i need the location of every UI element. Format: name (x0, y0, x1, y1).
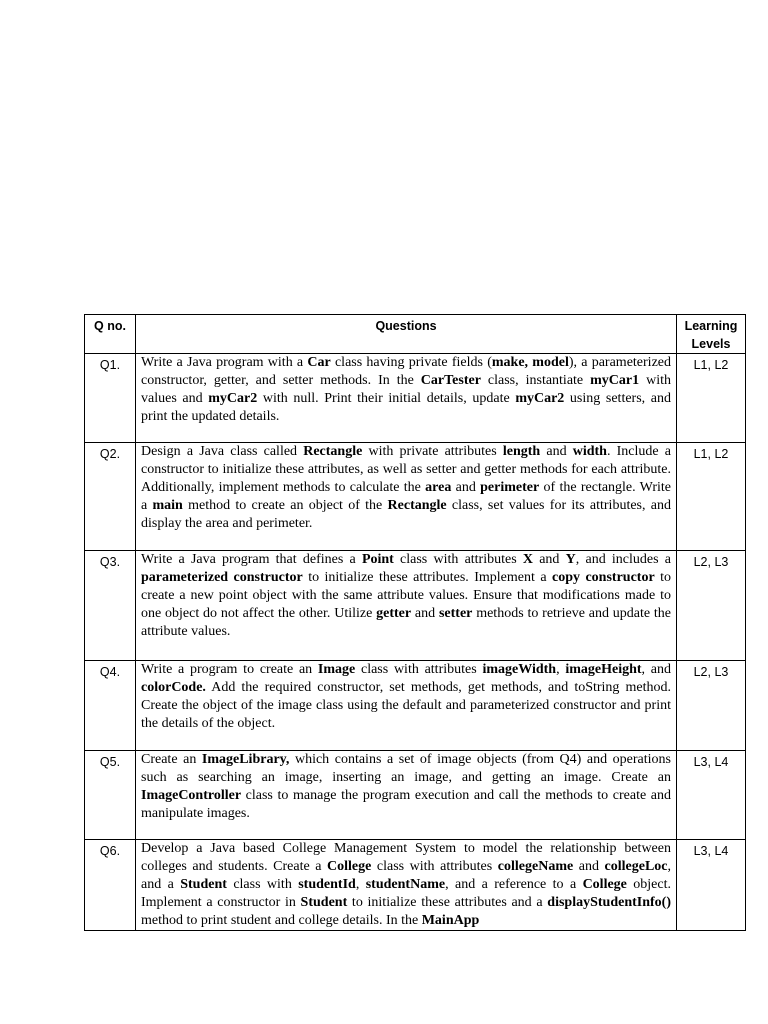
bold-term: length (502, 444, 541, 459)
question-text-run: Write a Java program that defines a (141, 552, 362, 567)
question-number: Q2. (85, 443, 136, 551)
header-levels-line1: Learning (684, 319, 738, 333)
question-text-run: to create a new point object with the same attribute values. Ensure that modifications made to one object do not affect the other. Utilize (141, 570, 671, 621)
table-row (85, 840, 746, 931)
bold-term: Point (361, 552, 394, 567)
question-text-run: class, set values for its attributes, and display the area and perimeter. (141, 498, 671, 531)
header-levels-line2: Levels (691, 337, 731, 351)
question-number: Q4. (85, 661, 136, 751)
question-text (136, 751, 677, 840)
question-text-run: method to print student and college details. In the (141, 913, 422, 928)
bold-term: Student (300, 895, 348, 910)
questions-table (84, 314, 746, 931)
question-text-run: method to create an object of the (182, 498, 388, 513)
bold-term: myCar2 (208, 391, 258, 406)
question-text-run: to initialize these attributes. Implement a (302, 570, 552, 585)
bold-term: ImageController (141, 788, 242, 803)
learning-levels: L3, L4 (677, 840, 746, 931)
bold-term: studentName (365, 877, 446, 892)
learning-levels: L3, L4 (677, 751, 746, 840)
question-text-run: Write a Java program with a (141, 355, 308, 370)
bold-term: perimeter (480, 480, 540, 495)
bold-term: ImageLibrary, (201, 752, 290, 767)
table-header-row (85, 315, 746, 354)
bold-term: area (425, 480, 452, 495)
question-text-run: , and includes a (575, 552, 671, 567)
bold-term: imageWidth (482, 662, 557, 677)
bold-term: Rectangle (387, 498, 447, 513)
question-text-run: with private attributes (362, 444, 503, 459)
question-text-run: . Include a constructor to initialize these attributes, as well as setter and getter methods for each attribute. Additionally, implement methods to calculate the (141, 444, 671, 495)
learning-levels: L2, L3 (677, 661, 746, 751)
question-number: Q5. (85, 751, 136, 840)
question-number: Q6. (85, 840, 136, 931)
question-text-run: class with (226, 877, 299, 892)
header-learning-levels (677, 315, 746, 354)
question-number: Q3. (85, 551, 136, 661)
bold-term: College (327, 859, 372, 874)
question-text (136, 443, 677, 551)
question-text-run: class with attributes (393, 552, 523, 567)
question-text-run: which contains a set of image objects (from Q4) and operations such as searching an image, inserting an image, and getting an image. Create an (141, 752, 671, 785)
bold-term: getter (376, 606, 412, 621)
bold-term: myCar2 (515, 391, 565, 406)
bold-term: displayStudentInfo() (547, 895, 671, 910)
question-number: Q1. (85, 354, 136, 443)
question-text-run: and (451, 480, 481, 495)
table-row (85, 751, 746, 840)
bold-term: Image (317, 662, 356, 677)
question-text-run: Design a Java class called (141, 444, 304, 459)
question-text-run: ), a parameterized constructor, getter, and setter methods. In the (141, 355, 671, 388)
bold-term: X (522, 552, 533, 567)
question-text-run: , and (641, 662, 672, 677)
bold-term: CarTester (420, 373, 481, 388)
question-text-run: Add the required constructor, set methods, get methods, and toString method. Create the object of the image class using the default and parameterized constructor and print the details of the object. (141, 680, 671, 731)
question-text-run: methods to retrieve and update the attribute values. (141, 606, 671, 639)
question-text-run: , and a reference to a (445, 877, 583, 892)
bold-term: imageHeight (565, 662, 642, 677)
question-text-run: class with attributes (371, 859, 498, 874)
question-text (136, 840, 677, 931)
question-text-run: and (573, 859, 605, 874)
bold-term: myCar1 (590, 373, 640, 388)
question-text-run: class with attributes (355, 662, 483, 677)
bold-term: College (582, 877, 627, 892)
learning-levels: L1, L2 (677, 354, 746, 443)
question-text-run: with null. Print their initial details, update (257, 391, 516, 406)
question-text-run: , (556, 662, 566, 677)
bold-term: Rectangle (303, 444, 363, 459)
learning-levels: L2, L3 (677, 551, 746, 661)
bold-term: studentId (298, 877, 356, 892)
bold-term: width (572, 444, 607, 459)
question-text-run: Create an (141, 752, 202, 767)
bold-term: copy constructor (552, 570, 655, 585)
question-text-run: using setters, and print the updated details. (141, 391, 672, 424)
bold-term: Car (307, 355, 331, 370)
bold-term: main (152, 498, 183, 513)
question-text-run: and (411, 606, 439, 621)
question-text-run: Develop a Java based College Management System to model the relationship between colleges and students. Create a (141, 841, 671, 874)
bold-term: colorCode. (141, 680, 206, 695)
question-text-run: class having private fields ( (330, 355, 492, 370)
question-text-run: Write a program to create an (141, 662, 318, 677)
question-text-run: and (533, 552, 566, 567)
bold-term: parameterized constructor (141, 570, 303, 585)
question-text (136, 551, 677, 661)
table-row (85, 661, 746, 751)
header-qno: Q no. (85, 315, 136, 354)
bold-term: Y (565, 552, 576, 567)
table-row (85, 354, 746, 443)
question-text-run: with values and (141, 373, 671, 406)
question-text-run: class, instantiate (480, 373, 591, 388)
question-text-run: object. Implement a constructor in (141, 877, 671, 910)
bold-term: MainApp (421, 913, 480, 928)
question-text-run: , (355, 877, 366, 892)
question-text (136, 354, 677, 443)
header-questions: Questions (136, 315, 677, 354)
bold-term: make, model (491, 355, 569, 370)
table-row (85, 443, 746, 551)
question-text-run: of the rectangle. Write a (141, 480, 671, 513)
learning-levels: L1, L2 (677, 443, 746, 551)
question-text (136, 661, 677, 751)
question-text-run: , and a (141, 859, 671, 892)
question-text-run: class to manage the program execution and call the methods to create and manipulate images. (141, 788, 671, 821)
question-text-run: and (540, 444, 573, 459)
bold-term: collegeName (497, 859, 574, 874)
question-text-run: to initialize these attributes and a (347, 895, 548, 910)
bold-term: setter (438, 606, 473, 621)
table-row (85, 551, 746, 661)
bold-term: collegeLoc (604, 859, 668, 874)
bold-term: Student (180, 877, 227, 892)
